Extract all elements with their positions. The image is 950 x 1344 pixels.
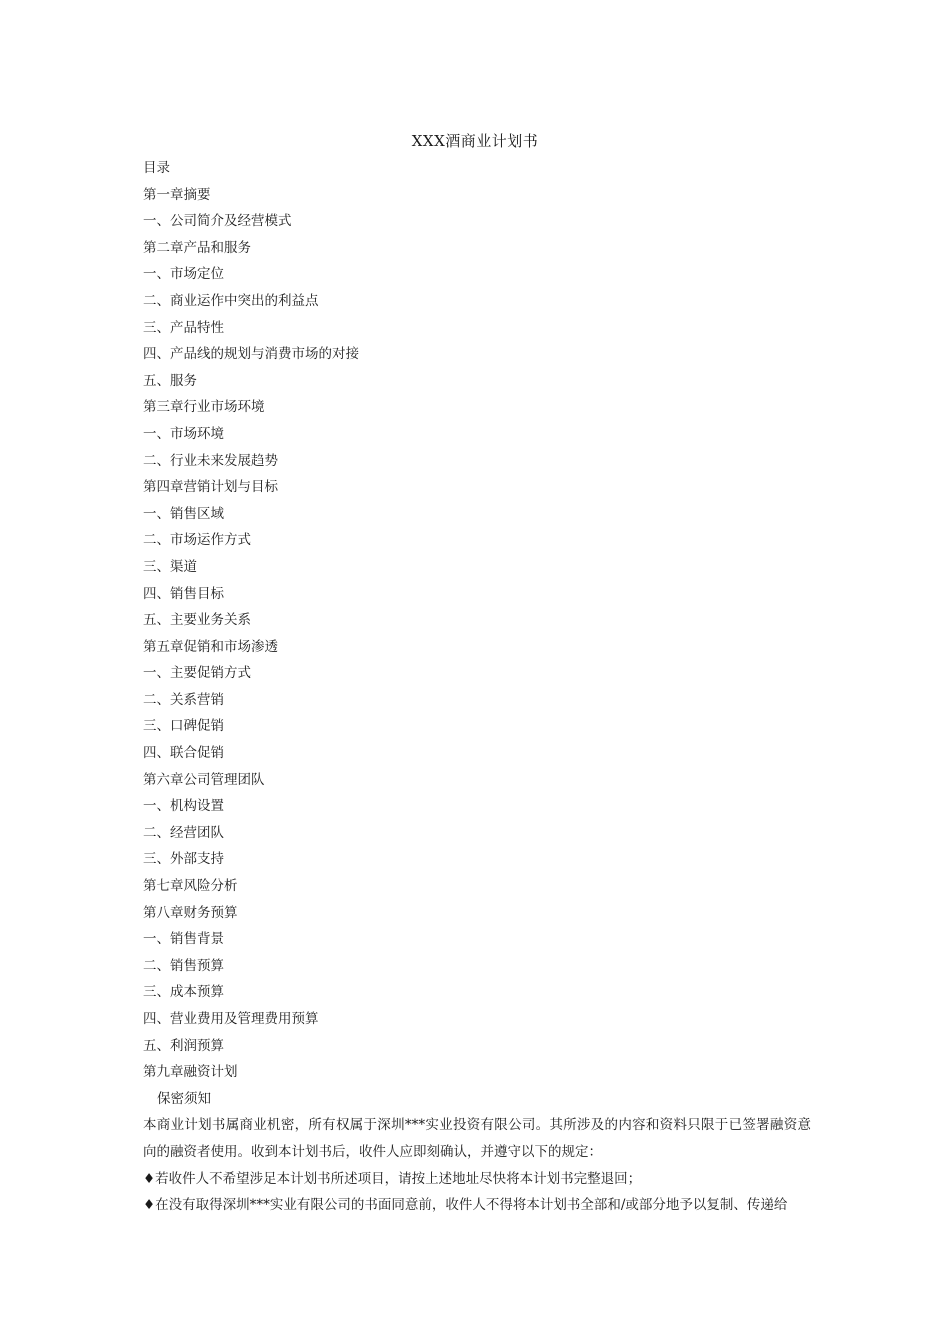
toc-item: 二、商业运作中突出的利益点: [143, 292, 319, 309]
toc-item: 四、销售目标: [143, 585, 224, 602]
toc-item: 一、市场定位: [143, 266, 224, 283]
toc-item: 五、利润预算: [143, 1037, 224, 1054]
toc-item: 第六章公司管理团队: [143, 771, 265, 788]
toc-item: 四、联合促销: [143, 745, 224, 762]
toc-item: 一、机构设置: [143, 798, 224, 815]
toc-item: 四、营业费用及管理费用预算: [143, 1011, 319, 1027]
toc-heading: 目录: [143, 160, 170, 176]
toc-item: 三、产品特性: [143, 319, 224, 336]
toc-item: 第二章产品和服务: [143, 239, 251, 256]
toc-item: 二、关系营销: [143, 691, 224, 708]
confidentiality-heading: 保密须知: [157, 1090, 211, 1107]
table-of-contents: [143, 155, 843, 1219]
toc-item: 一、主要促销方式: [143, 665, 251, 682]
toc-item: 二、销售预算: [143, 957, 224, 974]
toc-item: 一、市场环境: [143, 425, 224, 442]
toc-item: 第九章融资计划: [143, 1064, 238, 1081]
toc-item: 三、口碑促销: [143, 718, 224, 735]
toc-item: 第三章行业市场环境: [143, 399, 265, 416]
toc-item: 一、销售区域: [143, 505, 224, 522]
toc-item: 第五章促销和市场渗透: [143, 638, 278, 655]
toc-item: 二、行业未来发展趋势: [143, 452, 278, 469]
document-title: XXX酒商业计划书: [411, 132, 539, 150]
toc-item: 四、产品线的规划与消费市场的对接: [143, 346, 359, 363]
toc-item: 二、经营团队: [143, 824, 224, 841]
toc-item: 一、销售背景: [143, 931, 224, 948]
toc-item: 五、主要业务关系: [143, 612, 251, 629]
toc-item: 三、成本预算: [143, 984, 224, 1001]
toc-item: 五、服务: [143, 372, 197, 389]
toc-item: 第八章财务预算: [143, 904, 238, 921]
toc-item: 第一章摘要: [143, 186, 211, 203]
toc-item: 第七章风险分析: [143, 878, 238, 895]
toc-item: 三、外部支持: [143, 851, 224, 868]
toc-item: 第四章营销计划与目标: [143, 479, 278, 496]
toc-item: 三、渠道: [143, 558, 197, 575]
toc-item: 二、市场运作方式: [143, 532, 251, 549]
confidentiality-paragraph: 本商业计划书属商业机密，所有权属于深圳***实业投资有限公司。其所涉及的内容和资料只限于已签署融资意向的融资者使用。收到本计划书后，收件人应即刻确认，并遵守以下的规定：: [143, 1117, 811, 1160]
toc-item: 一、公司简介及经营模式: [143, 213, 292, 230]
confidentiality-rule: ♦在没有取得深圳***实业有限公司的书面同意前，收件人不得将本计划书全部和/或部分地予以复制、传递给: [143, 1197, 788, 1214]
confidentiality-rule: ♦若收件人不希望涉足本计划书所述项目，请按上述地址尽快将本计划书完整退回；: [143, 1170, 642, 1187]
